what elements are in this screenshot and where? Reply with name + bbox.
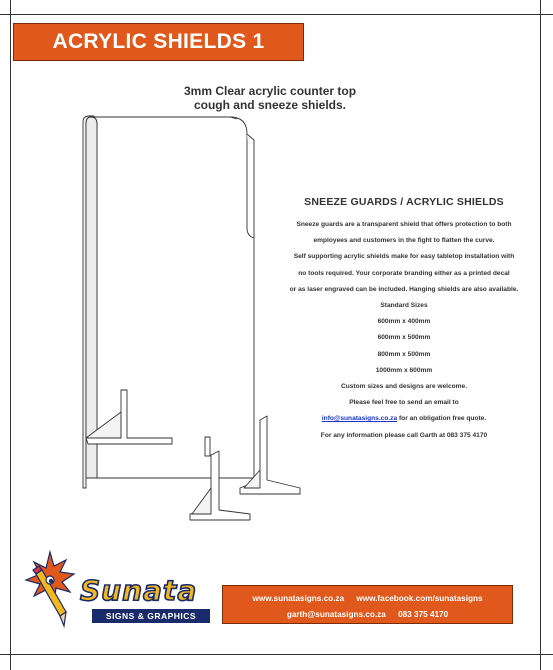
contact-row bbox=[223, 591, 512, 607]
size-item: 600mm x 400mm bbox=[377, 318, 431, 326]
sunata-logo bbox=[20, 546, 220, 630]
info-line: Self supporting acrylic shields make for easy tabletop installation with bbox=[293, 253, 515, 261]
info-line: or as laser engraved can be included. Hanging shields are also available. bbox=[289, 285, 519, 293]
standard-sizes-heading: Standard Sizes bbox=[380, 302, 428, 310]
size-item: 600mm x 500mm bbox=[377, 334, 431, 342]
phone-line: For any information please call Garth at 083 375 4170 bbox=[320, 431, 488, 439]
info-line: Custom sizes and designs are welcome. bbox=[340, 383, 468, 391]
email-link[interactable]: info@sunatasigns.co.za bbox=[321, 415, 398, 423]
contact-row bbox=[223, 607, 512, 623]
size-item: 800mm x 500mm bbox=[377, 350, 431, 358]
size-item: 1000mm x 600mm bbox=[375, 366, 433, 374]
contact-box bbox=[222, 585, 513, 624]
info-heading: SNEEZE GUARDS / ACRYLIC SHIELDS bbox=[304, 196, 504, 208]
website-link[interactable]: www.sunatasigns.co.za bbox=[252, 594, 345, 603]
page-title: ACRYLIC SHIELDS 1 bbox=[52, 30, 265, 53]
info-block bbox=[268, 196, 540, 444]
email-quote-line bbox=[268, 411, 540, 427]
contact-phone: 083 375 4170 bbox=[398, 610, 449, 619]
info-line: Sneeze guards are a transparent shield that offers protection to both bbox=[296, 221, 512, 228]
facebook-link[interactable]: www.facebook.com/sunatasigns bbox=[356, 594, 483, 603]
info-line: no tools required. Your corporate branding either as a printed decal bbox=[298, 269, 510, 277]
info-line: Please feel free to send an email to bbox=[349, 399, 459, 407]
logo-brand-name: Sunata bbox=[80, 574, 198, 607]
subtitle-line: cough and sneeze shields. bbox=[193, 98, 347, 112]
info-line: employees and customers in the fight to flatten the curve. bbox=[313, 237, 495, 245]
contact-email[interactable]: garth@sunatasigns.co.za bbox=[286, 610, 386, 619]
logo-tagline: SIGNS & GRAPHICS bbox=[92, 609, 210, 623]
email-suffix: for an obligation free quote. bbox=[397, 415, 487, 423]
subtitle-line: 3mm Clear acrylic counter top bbox=[183, 84, 357, 98]
